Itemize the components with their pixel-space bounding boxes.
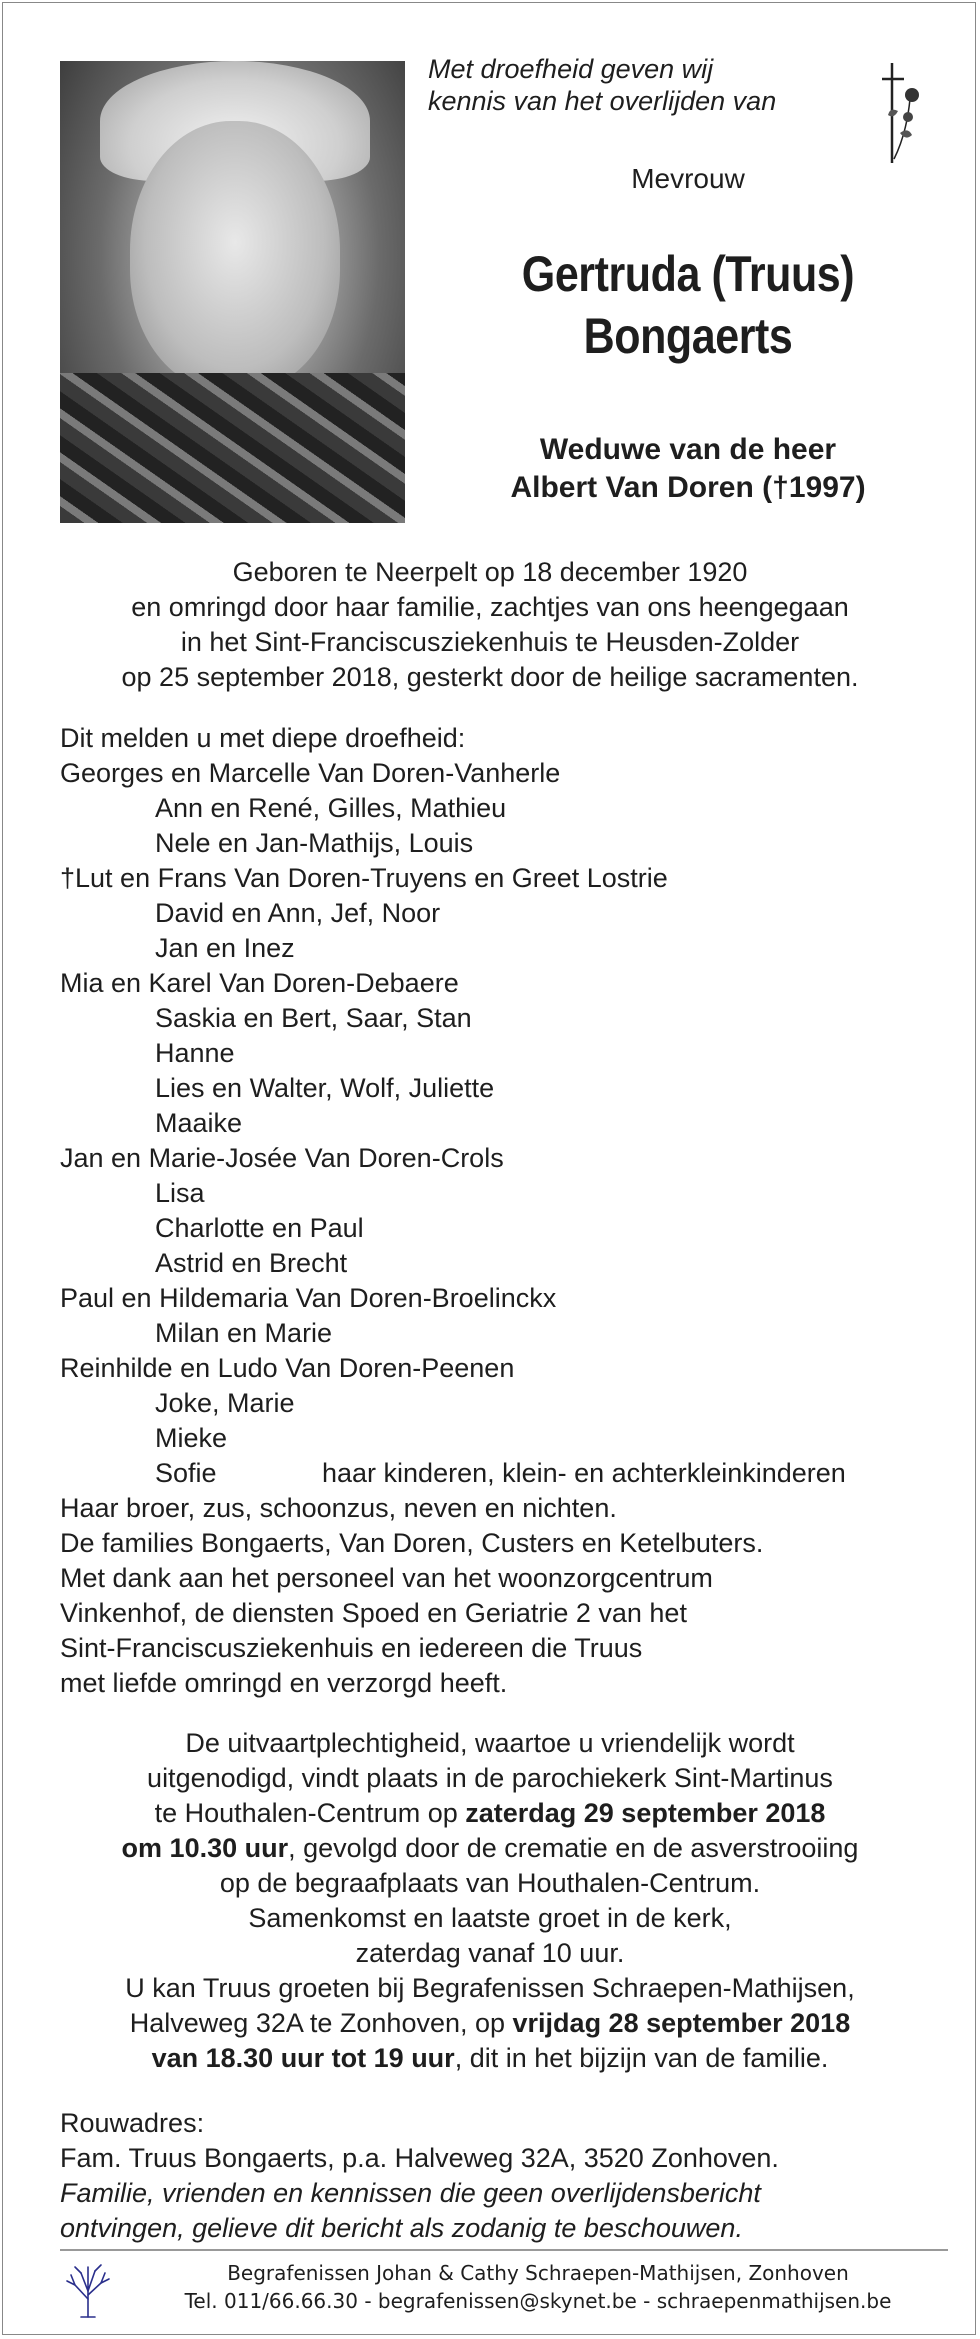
ceremony-line: zaterdag vanaf 10 uur.	[355, 1938, 625, 1968]
mourning-address	[60, 2106, 960, 2246]
family-member: Joke, Marie	[155, 1388, 295, 1418]
ceremony-line: Samenkomst en laatste groet in de kerk,	[248, 1903, 732, 1933]
visitation-time: van 18.30 uur tot 19 uur	[151, 2043, 455, 2073]
address-line: Fam. Truus Bongaerts, p.a. Halveweg 32A, 3520 Zonhoven.	[60, 2143, 779, 2173]
family-member: Lisa	[155, 1178, 205, 1208]
family-child: Mia en Karel Van Doren-Debaere	[60, 968, 459, 998]
spouse-line: Weduwe van de heer	[539, 433, 837, 466]
ceremony-line: te Houthalen-Centrum op zaterdag 29 september 2018	[154, 1798, 826, 1828]
family-member: Nele en Jan-Mathijs, Louis	[155, 828, 474, 858]
family-member: Sofie	[155, 1458, 217, 1488]
closing-line: Met dank aan het personeel van het woonzorgcentrum	[60, 1563, 713, 1593]
detail-line: en omringd door haar familie, zachtjes van ons heengegaan	[131, 592, 849, 622]
funeral-time: om 10.30 uur	[121, 1833, 289, 1863]
family-member: Ann en René, Gilles, Mathieu	[155, 793, 507, 823]
detail-line: in het Sint-Franciscusziekenhuis te Heusden-Zolder	[180, 627, 800, 657]
family-list	[60, 721, 960, 1701]
family-member: Jan en Inez	[155, 933, 295, 963]
family-member: Hanne	[155, 1038, 235, 1068]
family-child: Reinhilde en Ludo Van Doren-Peenen	[60, 1353, 515, 1383]
closing-line: De families Bongaerts, Van Doren, Custers en Ketelbuters.	[60, 1528, 764, 1558]
name-line: Gertruda (Truus)	[521, 246, 855, 302]
ceremony-details	[23, 1726, 957, 2076]
ceremony-line: uitgenodigd, vindt plaats in de parochiekerk Sint-Martinus	[147, 1763, 833, 1793]
family-child: Paul en Hildemaria Van Doren-Broelinckx	[60, 1283, 557, 1313]
tree-logo-icon	[63, 2261, 113, 2319]
closing-line: Vinkenhof, de diensten Spoed en Geriatrie 2 van het	[60, 1598, 687, 1628]
portrait-photo	[60, 61, 405, 523]
address-note: ontvingen, gelieve dit bericht als zodanig te beschouwen.	[60, 2213, 743, 2243]
intro-text	[428, 53, 776, 117]
family-child: Georges en Marcelle Van Doren-Vanherle	[60, 758, 561, 788]
family-last-line	[60, 1456, 960, 1491]
title-mevrouw: Mevrouw	[631, 163, 745, 194]
spouse-line: Albert Van Doren (†1997)	[510, 471, 866, 504]
ceremony-line: om 10.30 uur, gevolgd door de crematie en de asverstrooiing	[121, 1833, 859, 1863]
closing-line: met liefde omringd en verzorgd heeft.	[60, 1668, 508, 1698]
ceremony-line: Halveweg 32A te Zonhoven, op vrijdag 28 september 2018	[129, 2008, 851, 2038]
family-member: Saskia en Bert, Saar, Stan	[155, 1003, 472, 1033]
death-notice	[2, 2, 976, 2335]
family-member: Maaike	[155, 1108, 243, 1138]
family-member: Charlotte en Paul	[155, 1213, 364, 1243]
birth-death-details	[23, 555, 957, 695]
ceremony-line: van 18.30 uur tot 19 uur, dit in het bijzijn van de familie.	[151, 2043, 829, 2073]
intro-line: Met droefheid geven wij	[428, 54, 714, 84]
closing-line: Sint-Franciscusziekenhuis en iedereen die Truus	[60, 1633, 643, 1663]
intro-line: kennis van het overlijden van	[428, 86, 777, 116]
family-opening: Dit melden u met diepe droefheid:	[60, 723, 466, 753]
family-member: David en Ann, Jef, Noor	[155, 898, 441, 928]
funeral-home-info	[123, 2259, 953, 2315]
funeral-home-contact: Tel. 011/66.66.30 - begrafenissen@skynet.be - schraepenmathijsen.be	[184, 2289, 892, 2313]
family-member: Astrid en Brecht	[155, 1248, 348, 1278]
deceased-name	[464, 243, 911, 367]
name-line: Bongaerts	[583, 308, 793, 364]
family-member: Milan en Marie	[155, 1318, 333, 1348]
footer-divider	[60, 2249, 948, 2251]
funeral-date: zaterdag 29 september 2018	[465, 1798, 826, 1828]
closing-line: Haar broer, zus, schoonzus, neven en nichten.	[60, 1493, 617, 1523]
address-label: Rouwadres:	[60, 2108, 205, 2138]
address-note: Familie, vrienden en kennissen die geen overlijdensbericht	[60, 2178, 761, 2208]
family-members	[60, 756, 960, 1456]
family-member: Lies en Walter, Wolf, Juliette	[155, 1073, 495, 1103]
funeral-home-name: Begrafenissen Johan & Cathy Schraepen-Mathijsen, Zonhoven	[227, 2261, 849, 2285]
detail-line: op 25 september 2018, gesterkt door de heilige sacramenten.	[121, 662, 859, 692]
descendants-text: haar kinderen, klein- en achterkleinkinderen	[322, 1458, 846, 1488]
ceremony-line: U kan Truus groeten bij Begrafenissen Schraepen-Mathijsen,	[125, 1973, 855, 2003]
family-child: Jan en Marie-Josée Van Doren-Crols	[60, 1143, 504, 1173]
family-child: †Lut en Frans Van Doren-Truyens en Greet Lostrie	[60, 863, 668, 893]
spouse-info	[428, 431, 948, 507]
detail-line: Geboren te Neerpelt op 18 december 1920	[232, 557, 748, 587]
ceremony-line: De uitvaartplechtigheid, waartoe u vriendelijk wordt	[185, 1728, 795, 1758]
cross-with-rose-icon	[878, 59, 926, 169]
family-member: Mieke	[155, 1423, 228, 1453]
ceremony-line: op de begraafplaats van Houthalen-Centrum.	[219, 1868, 761, 1898]
visitation-date: vrijdag 28 september 2018	[512, 2008, 851, 2038]
